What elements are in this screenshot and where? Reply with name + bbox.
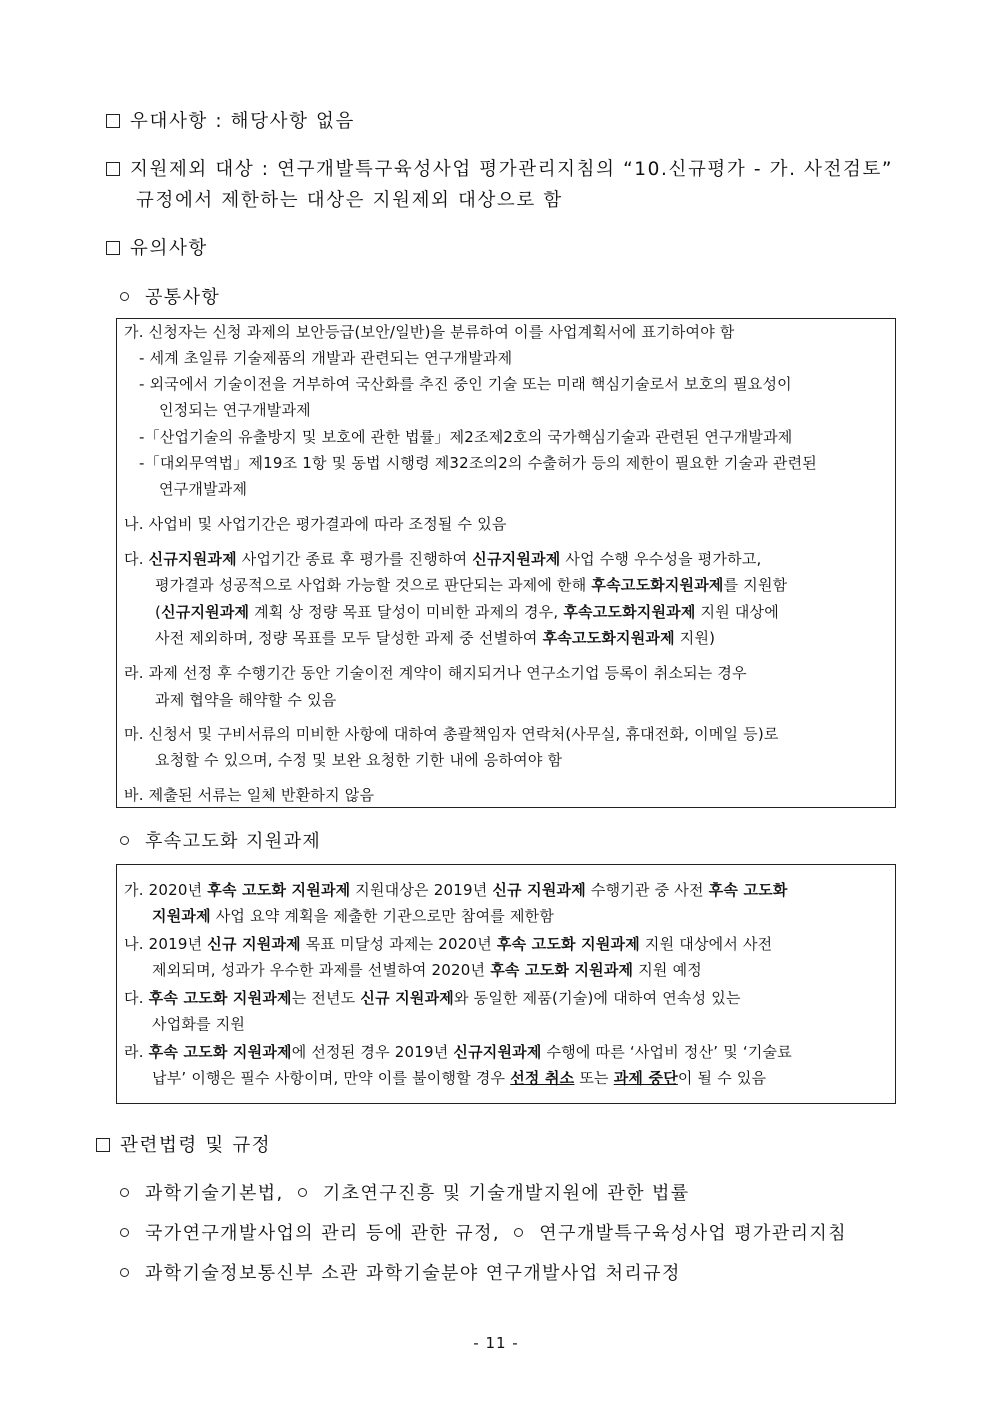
followup-item-ra-line-1: 라. 후속 고도화 지원과제에 선정된 경우 2019년 신규지원과제 수행에 따른 ‘사업비 정산’ 및 ‘기술료 xyxy=(124,1043,792,1061)
checkbox-square-icon xyxy=(106,114,120,128)
common-item-da-line-1: 다. 신규지원과제 사업기간 종료 후 평가를 진행하여 신규지원과제 사업 수행 우수성을 평가하고, xyxy=(124,550,762,568)
exclusion-line-1: 지원제외 대상 : 연구개발특구육성사업 평가관리지침의 “10.신규평가 - 가. 사전검토” xyxy=(130,159,894,180)
followup-notes-box xyxy=(116,864,896,1104)
law-line-1: 과학기술기본법, 기초연구진흥 및 기술개발지원에 관한 법률 xyxy=(120,1179,690,1205)
circle-bullet-icon xyxy=(120,1228,129,1237)
notes-heading xyxy=(106,234,208,260)
cancel-selection-underlined: 선정 취소 xyxy=(510,1069,575,1087)
common-item-ga-detail: 인정되는 연구개발과제 xyxy=(159,401,311,419)
circle-bullet-icon xyxy=(120,1268,129,1277)
followup-item-ga-line-1: 가. 2020년 후속 고도화 지원과제 지원대상은 2019년 신규 지원과제 수행기관 중 사전 후속 고도화 xyxy=(124,881,788,899)
common-item-ga-detail: 연구개발과제 xyxy=(159,480,248,498)
law-line-3: 과학기술정보통신부 소관 과학기술분야 연구개발사업 처리규정 xyxy=(120,1259,681,1285)
laws-title: 관련법령 및 규정 xyxy=(120,1135,272,1156)
common-item-da-line-2: 평가결과 성공적으로 사업화 가능할 것으로 판단되는 과제에 한해 후속고도화지원과제를 지원함 xyxy=(155,576,788,594)
common-item-da-line-3: (신규지원과제 계획 상 정량 목표 달성이 미비한 과제의 경우, 후속고도화지원과제 지원 대상에 xyxy=(155,603,779,621)
common-item-da-line-4: 사전 제외하며, 정량 목표를 모두 달성한 과제 중 선별하여 후속고도화지원과제 지원) xyxy=(155,629,716,647)
laws-heading xyxy=(96,1131,271,1157)
followup-item-na-line-2: 제외되며, 성과가 우수한 과제를 선별하여 2020년 후속 고도화 지원과제 지원 예정 xyxy=(152,961,702,979)
common-item-ma: 마. 신청서 및 구비서류의 미비한 사항에 대하여 총괄책임자 연락처(사무실, 휴대전화, 이메일 등)로 xyxy=(124,725,779,743)
task-suspension-underlined: 과제 중단 xyxy=(613,1069,678,1087)
checkbox-square-icon xyxy=(96,1138,110,1152)
common-item-ga-detail: - 외국에서 기술이전을 거부하여 국산화를 추진 중인 기술 또는 미래 핵심기술로서 보호의 필요성이 xyxy=(139,375,792,393)
circle-bullet-icon xyxy=(120,1188,129,1197)
circle-bullet-icon xyxy=(298,1188,307,1197)
common-subheading xyxy=(120,283,220,309)
common-notes-box xyxy=(116,318,896,808)
checkbox-square-icon xyxy=(106,162,120,176)
common-item-ga: 가. 신청자는 신청 과제의 보안등급(보안/일반)을 분류하여 이를 사업계획서에 표기하여야 함 xyxy=(124,323,735,341)
followup-title: 후속고도화 지원과제 xyxy=(145,831,322,852)
common-item-ma-cont: 요청할 수 있으며, 수정 및 보완 요청한 기한 내에 응하여야 함 xyxy=(155,751,563,769)
common-item-ga-detail: - 세계 초일류 기술제품의 개발과 관련되는 연구개발과제 xyxy=(139,349,513,367)
common-item-ga-detail: -「대외무역법」제19조 1항 및 동법 시행령 제32조의2의 수출허가 등의 제한이 필요한 기술과 관련된 xyxy=(139,454,817,472)
followup-item-da-line-1: 다. 후속 고도화 지원과제는 전년도 신규 지원과제와 동일한 제품(기술)에 대하여 연속성 있는 xyxy=(124,989,741,1007)
common-title: 공통사항 xyxy=(145,287,221,308)
circle-bullet-icon xyxy=(514,1228,523,1237)
common-item-ra-cont: 과제 협약을 해약할 수 있음 xyxy=(155,691,337,709)
common-item-ra: 라. 과제 선정 후 수행기간 동안 기술이전 계약이 해지되거나 연구소기업 등록이 취소되는 경우 xyxy=(124,664,747,682)
common-item-ba: 바. 제출된 서류는 일체 반환하지 않음 xyxy=(124,786,375,804)
page-number: - 11 - xyxy=(473,1334,519,1352)
law-line-2: 국가연구개발사업의 관리 등에 관한 규정, 연구개발특구육성사업 평가관리지침 xyxy=(120,1219,847,1245)
followup-item-ra-line-2: 납부’ 이행은 필수 사항이며, 만약 이를 불이행할 경우 선정 취소 또는 과제 중단이 될 수 있음 xyxy=(152,1069,767,1087)
common-item-na: 나. 사업비 및 사업기간은 평가결과에 따라 조정될 수 있음 xyxy=(124,515,507,533)
followup-item-na-line-1: 나. 2019년 신규 지원과제 목표 미달성 과제는 2020년 후속 고도화 지원과제 지원 대상에서 사전 xyxy=(124,935,773,953)
circle-bullet-icon xyxy=(120,292,129,301)
preferences-heading xyxy=(106,107,355,133)
followup-item-ga-line-2: 지원과제 사업 요약 계획을 제출한 기관으로만 참여를 제한함 xyxy=(152,907,555,925)
circle-bullet-icon xyxy=(120,836,129,845)
exclusion-heading xyxy=(106,155,893,181)
exclusion-line-2: 규정에서 제한하는 대상은 지원제외 대상으로 함 xyxy=(136,190,563,211)
followup-subheading xyxy=(120,827,321,853)
notes-title: 유의사항 xyxy=(130,238,208,259)
preferences-text: 우대사항 : 해당사항 없음 xyxy=(130,111,355,132)
common-item-ga-detail: -「산업기술의 유출방지 및 보호에 관한 법률」제2조제2호의 국가핵심기술과 관련된 연구개발과제 xyxy=(139,428,793,446)
followup-item-da-line-2: 사업화를 지원 xyxy=(152,1015,246,1033)
checkbox-square-icon xyxy=(106,241,120,255)
